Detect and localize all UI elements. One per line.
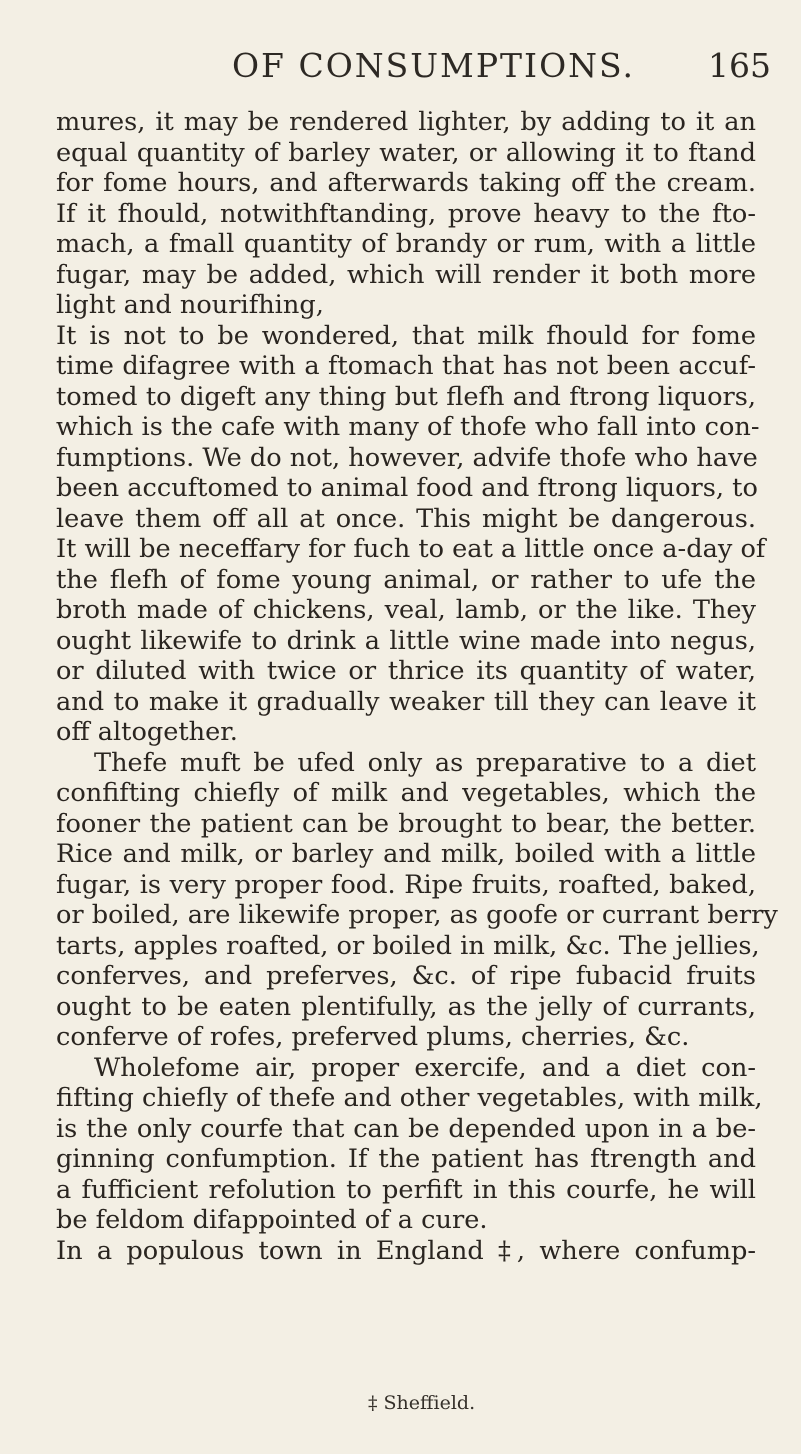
text-line: or boiled, are likewife proper, as goofe or currant berry xyxy=(56,900,778,930)
text-line: which is the cafe with many of thofe who fall into con- xyxy=(56,412,760,442)
text-line: the flefh of fome young animal, or rather to ufe the xyxy=(56,564,756,595)
paragraph-end-line: light and nourifhing, xyxy=(56,290,324,320)
text-line: fifting chiefly of thefe and other vegetables, with milk, xyxy=(56,1083,763,1113)
text-line: fugar, is very proper food. Ripe fruits, roafted, baked, xyxy=(56,869,756,900)
page-number: 165 xyxy=(708,46,771,85)
text-line: been accuftomed to animal food and ftrong liquors, to xyxy=(56,473,758,503)
paragraph-end-line: be feldom difappointed of a cure. xyxy=(56,1205,488,1235)
text-line: It is not to be wondered, that milk fhould for fome xyxy=(56,320,756,351)
text-line: broth made of chickens, veal, lamb, or the like. They xyxy=(56,595,756,625)
running-head xyxy=(0,46,801,96)
text-line: equal quantity of barley water, or allowing it to ftand xyxy=(56,137,756,168)
text-line: is the only courfe that can be depended upon in a be- xyxy=(56,1113,756,1144)
text-line: mach, a fmall quantity of brandy or rum, with a little xyxy=(56,229,756,259)
paragraph-end-line: off altogether. xyxy=(56,717,238,747)
text-line: fumptions. We do not, however, advife thofe who have xyxy=(56,442,758,473)
text-line: Rice and milk, or barley and milk, boiled with a little xyxy=(56,839,756,869)
text-line: for fome hours, and afterwards taking off the cream. xyxy=(56,168,756,198)
text-line: and to make it gradually weaker till they can leave it xyxy=(56,686,756,717)
text-line: fooner the patient can be brought to bear, the better. xyxy=(56,808,756,839)
text-line: ought likewife to drink a little wine made into negus, xyxy=(56,625,756,656)
paragraph-end-line: conferve of rofes, preferved plums, cherries, &c. xyxy=(56,1022,690,1052)
paragraph-start-line: Wholefome air, proper exercife, and a diet con- xyxy=(94,1052,756,1083)
text-line: a fufficient refolution to perfift in this courfe, he will xyxy=(56,1174,756,1205)
text-line: fugar, may be added, which will render it both more xyxy=(56,259,756,290)
text-line: tarts, apples roafted, or boiled in milk, &c. The jellies, xyxy=(56,930,760,961)
running-title: OF CONSUMPTIONS. xyxy=(232,46,635,85)
text-line: It will be neceffary for fuch to eat a little once a-day of xyxy=(56,534,766,564)
text-line: time difagree with a ftomach that has not been accuf- xyxy=(56,351,756,381)
text-line: leave them off all at once. This might be dangerous. xyxy=(56,503,756,534)
text-line: If it fhould, notwithftanding, prove heavy to the fto- xyxy=(56,198,756,229)
text-line: or diluted with twice or thrice its quantity of water, xyxy=(56,656,756,686)
text-line: conferves, and preferves, &c. of ripe fubacid fruits xyxy=(56,961,756,991)
footnote: ‡ Sheffield. xyxy=(368,1392,476,1414)
text-line: mures, it may be rendered lighter, by adding to it an xyxy=(56,107,756,137)
text-line: ginning confumption. If the patient has ftrength and xyxy=(56,1144,756,1174)
text-line: ought to be eaten plentifully, as the jelly of currants, xyxy=(56,991,756,1022)
text-line: confifting chiefly of milk and vegetables, which the xyxy=(56,778,756,808)
paragraph-start-line: In a populous town in England ‡, where confump- xyxy=(56,1235,756,1266)
body-text xyxy=(56,107,778,1266)
text-line: tomed to digeft any thing but flefh and ftrong liquors, xyxy=(56,381,756,412)
paragraph-start-line: Thefe muft be ufed only as preparative to a diet xyxy=(94,747,756,778)
